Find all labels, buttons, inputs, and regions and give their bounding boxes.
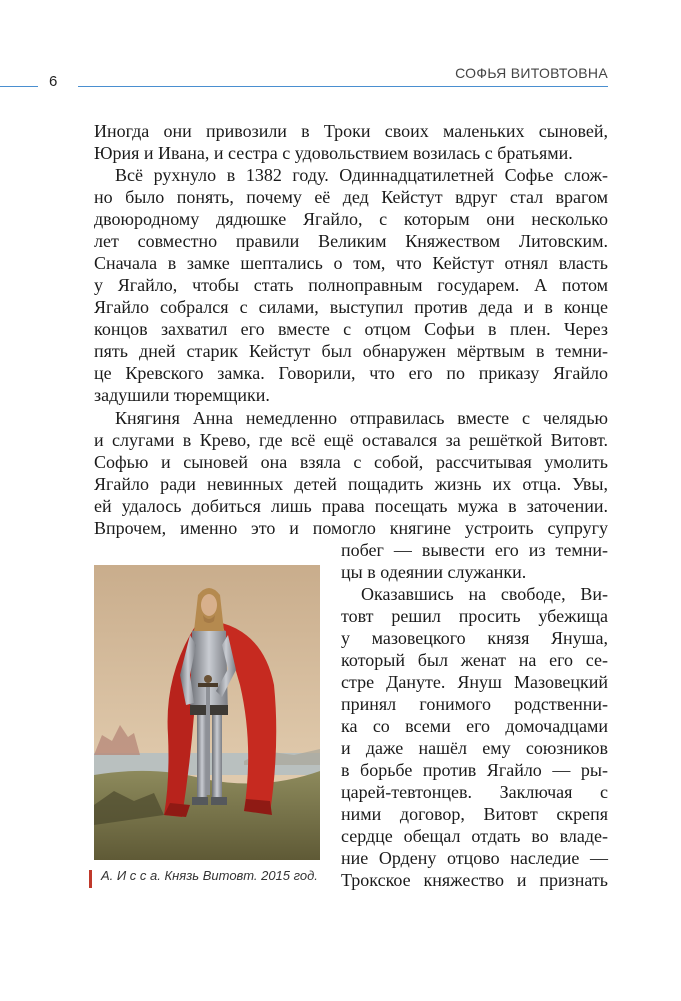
caption-accent-bar xyxy=(89,870,92,888)
column-line: у мазовецкого князя Януша, xyxy=(341,628,608,648)
body-line: Иногда они привозили в Троки своих маленьких сыновей, xyxy=(94,121,608,141)
body-line: двоюродному дядюшке Ягайло, с которым они несколько xyxy=(94,209,608,229)
column-line: цы в одеянии служанки. xyxy=(341,562,527,582)
column-line: Трокское княжество и признать xyxy=(341,870,608,890)
column-line: побег — вывести его из темни- xyxy=(341,540,608,560)
column-line: который был женат на его се- xyxy=(341,650,608,670)
column-line: в борьбе против Ягайло — ры- xyxy=(341,760,608,780)
body-line: но было понять, почему её дед Кейстут вдруг стал врагом xyxy=(94,187,608,207)
portrait-painting xyxy=(94,565,320,860)
column-line: и даже нашёл ему союзников xyxy=(341,738,608,758)
body-line: Княгиня Анна немедленно отправилась вместе с челядью xyxy=(115,408,608,428)
body-line: Юрия и Ивана, и сестра с удовольствием возилась с братьями. xyxy=(94,143,573,163)
page-number: 6 xyxy=(49,73,58,90)
header-rule-right xyxy=(78,86,608,87)
body-line: концов захватил его вместе с отцом Софьи в плен. Через xyxy=(94,319,608,339)
body-line: Ягайло ради невинных детей пощадить жизнь их отца. Увы, xyxy=(94,474,608,494)
column-line: ними договор, Витовт скрепя xyxy=(341,804,608,824)
column-line: сердце обещал отдать во владе- xyxy=(341,826,608,846)
column-line: ка со всеми его домочадцами xyxy=(341,716,608,736)
body-line: Всё рухнуло в 1382 году. Одиннадцатилетней Софье слож- xyxy=(115,165,608,185)
body-line: це Кревского замка. Говорили, что его по приказу Ягайло xyxy=(94,363,608,383)
body-line: Софью и сыновей она взяла с собой, рассчитывая умолить xyxy=(94,452,608,472)
body-line: у Ягайло, чтобы стать полноправным государем. А потом xyxy=(94,275,608,295)
column-line: ние Ордену отцово наследие — xyxy=(341,848,608,868)
header-rule-left xyxy=(0,86,38,87)
body-line: ей удалось добиться лишь права посещать мужа в заточении. xyxy=(94,496,608,516)
body-line: Сначала в замке шептались о том, что Кейстут отнял власть xyxy=(94,253,608,273)
body-line: лет совместно правили Великим Княжеством Литовским. xyxy=(94,231,608,251)
figure-caption: А. И с с а. Князь Витовт. 2015 год. xyxy=(101,868,318,883)
body-line: Ягайло собрался с силами, выступил против деда и в конце xyxy=(94,297,608,317)
body-line: Впрочем, именно это и помогло княгине устроить супругу xyxy=(94,518,608,538)
column-line: стре Дануте. Януш Мазовецкий xyxy=(341,672,608,692)
column-line: царей-тевтонцев. Заключая с xyxy=(341,782,608,802)
body-line: пять дней старик Кейстут был обнаружен мёртвым в темни- xyxy=(94,341,608,361)
column-line: принял гонимого родственни- xyxy=(341,694,608,714)
column-line: товт решил просить убежища xyxy=(341,606,608,626)
body-line: задушили тюремщики. xyxy=(94,385,270,405)
running-title: СОФЬЯ ВИТОВТОВНА xyxy=(455,65,608,81)
body-line: и слугами в Крево, где всё ещё оставался за решёткой Витовт. xyxy=(94,430,608,450)
column-line: Оказавшись на свободе, Ви- xyxy=(361,584,608,604)
